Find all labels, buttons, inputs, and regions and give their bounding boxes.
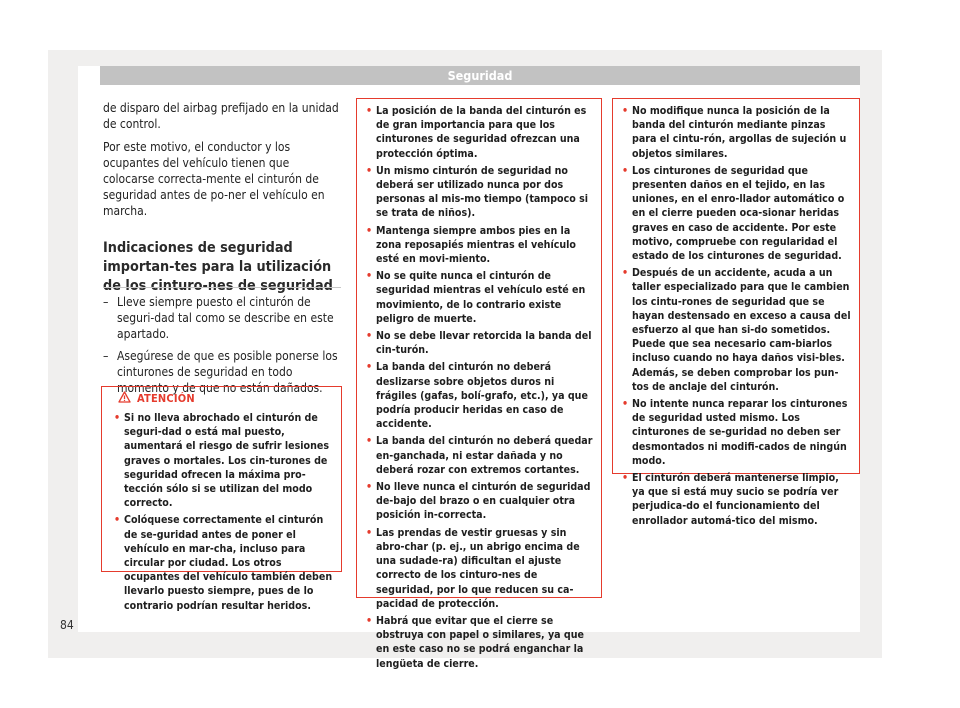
bullet-icon: • <box>622 267 629 280</box>
warning-box <box>101 386 342 612</box>
warning-item-text: Mantenga siempre ambos pies en la zona reposapiés mientras el vehículo esté en movi-miento. <box>376 224 576 266</box>
dash-bullet: – <box>103 295 109 309</box>
bullet-icon: • <box>366 105 373 117</box>
bullet-icon: • <box>366 270 373 283</box>
bullet-icon: • <box>366 224 373 237</box>
warning-item-text: Las prendas de vestir gruesas y sin abro-char (p. ej., un abrigo encima de una sudade-ra) dificultan el ajuste correcto de los cinturo-nes de seguridad, por lo que reducen su ca-pacidad de protección. <box>376 526 580 610</box>
bullet-icon: • <box>622 105 629 117</box>
bullet-icon: • <box>622 472 629 485</box>
bullet-icon: • <box>366 330 373 343</box>
warning-triangle-icon <box>118 391 131 406</box>
warning-item <box>622 104 853 161</box>
bullet-icon: • <box>622 398 629 411</box>
paragraph: de disparo del airbag prefijado en la unidad de control. <box>103 101 339 131</box>
bullet-icon: • <box>114 412 121 424</box>
warning-item <box>114 513 334 612</box>
warning-item <box>366 360 595 431</box>
warning-list <box>366 104 595 674</box>
bullet-icon: • <box>622 164 629 177</box>
warning-item-text: Habrá que evitar que el cierre se obstruya con papel o similares, ya que en este caso no se podrá enganchar la lengüeta de cierre. <box>376 614 584 670</box>
warning-item-text: No modifique nunca la posición de la banda del cinturón mediante pinzas para el cintu-rón, argollas de sujeción u objetos similares. <box>632 105 847 160</box>
column-1 <box>103 100 341 296</box>
warning-item-text: No se quite nunca el cinturón de seguridad mientras el vehículo esté en movimiento, de lo contrario existe peligro de muerte. <box>376 270 586 325</box>
bullet-icon: • <box>366 481 373 494</box>
warning-item-text: No se debe llevar retorcida la banda del cin-turón. <box>376 330 592 357</box>
title-divider <box>103 287 341 288</box>
section-header: Seguridad <box>100 66 860 85</box>
bullet-icon: • <box>366 164 373 177</box>
warning-item-text: El cinturón deberá mantenerse limpio, ya que si está muy sucio se podría ver perjudica-do el funcionamiento del enrollador automá-tico del mismo. <box>632 472 839 527</box>
warning-item-text: No intente nunca reparar los cinturones de seguridad usted mismo. Los cinturones de se-guridad no deben ser desmontados ni modifi-cados de ningún modo. <box>632 398 848 467</box>
bullet-icon: • <box>366 435 373 448</box>
bullet-icon: • <box>366 614 373 627</box>
warning-item-text: Los cinturones de seguridad que presenten daños en el tejido, en las uniones, en el enro-llador automático o en el cierre pueden oca-sionar heridas graves en caso de accidente. Por este motivo, compruebe con regularidad el estado de los cinturones de seguridad. <box>632 164 845 263</box>
warning-item <box>366 269 595 326</box>
warning-item <box>366 526 595 611</box>
warning-item-text: La banda del cinturón no deberá deslizarse sobre objetos duros ni frágiles (gafas, bolí-grafo, etc.), ya que podría producir heridas en caso de accidente. <box>376 361 588 431</box>
warning-item-text: Un mismo cinturón de seguridad no deberá ser utilizado nunca por dos personas al mis-mo tiempo (tampoco si se trata de niños). <box>376 164 589 220</box>
paragraph: Por este motivo, el conductor y los ocupantes del vehículo tienen que colocarse correcta-mente el cinturón de seguridad antes de po-ner el vehículo en marcha. <box>103 140 325 218</box>
warning-continued-box <box>356 98 602 670</box>
section-title: Indicaciones de seguridad importan-tes para la utilización de los cinturo-nes de seguridad <box>103 240 333 294</box>
warning-item <box>622 397 853 468</box>
list-item-text: Asegúrese de que es posible ponerse los cinturones de seguridad en todo momento y de que no están dañados. <box>117 349 338 395</box>
warning-item <box>366 329 595 357</box>
warning-item <box>366 224 595 267</box>
bullet-icon: • <box>114 514 121 527</box>
warning-item <box>366 434 595 477</box>
bullet-icon: • <box>366 526 373 539</box>
warning-item <box>622 266 853 394</box>
dash-bullet: – <box>103 349 109 363</box>
warning-item <box>114 411 334 510</box>
warning-header <box>118 391 195 406</box>
warning-title: ATENCIÓN <box>137 392 195 405</box>
warning-item <box>622 471 853 528</box>
warning-item-text: Si no lleva abrochado el cinturón de seguri-dad o está mal puesto, aumentará el riesgo de sufrir lesiones graves o mortales. Los cin-turones de seguridad ofrecen la máxima pro-tección sólo si se utilizan del modo correcto. <box>124 412 330 510</box>
warning-item-text: La posición de la banda del cinturón es de gran importancia para que los cinturones de seguridad ofrezcan una protección óptima. <box>376 105 587 160</box>
warning-continued-box <box>612 98 860 527</box>
page-number: 84 <box>60 618 74 632</box>
warning-body <box>114 411 334 616</box>
warning-item-text: Después de un accidente, acuda a un taller especializado para que le cambien los cintu-rones de seguridad que se hayan destensado en exceso a causa del esfuerzo al que han si-do sometidos. Puede que sea necesario cam-biarlos incluso cuando no haya daños visi-bles. Además, se deben comprobar los pun-tos de anclaje del cinturón. <box>632 267 851 393</box>
warning-list <box>622 104 853 531</box>
warning-item <box>366 164 595 221</box>
warning-item <box>366 480 595 523</box>
warning-item-text: No lleve nunca el cinturón de seguridad de-bajo del brazo o en cualquier otra posición in-correcta. <box>376 481 591 522</box>
list-item <box>103 294 341 342</box>
warning-item <box>366 104 595 161</box>
warning-item-text: La banda del cinturón no deberá quedar en-ganchada, ni estar dañada y no deberá rozar con extremos cortantes. <box>376 435 593 476</box>
bullet-icon: • <box>366 361 373 374</box>
warning-item-text: Colóquese correctamente el cinturón de se-guridad antes de poner el vehículo en mar-cha, incluso para circular por ciudad. Los otros ocupantes del vehículo también deben llevarlo puesto siempre, pues de lo contrario podrían resultar heridos. <box>124 514 333 612</box>
warning-item <box>366 614 595 671</box>
warning-item <box>622 164 853 263</box>
list-item-text: Lleve siempre puesto el cinturón de seguri-dad tal como se describe en este apartado. <box>117 295 334 341</box>
